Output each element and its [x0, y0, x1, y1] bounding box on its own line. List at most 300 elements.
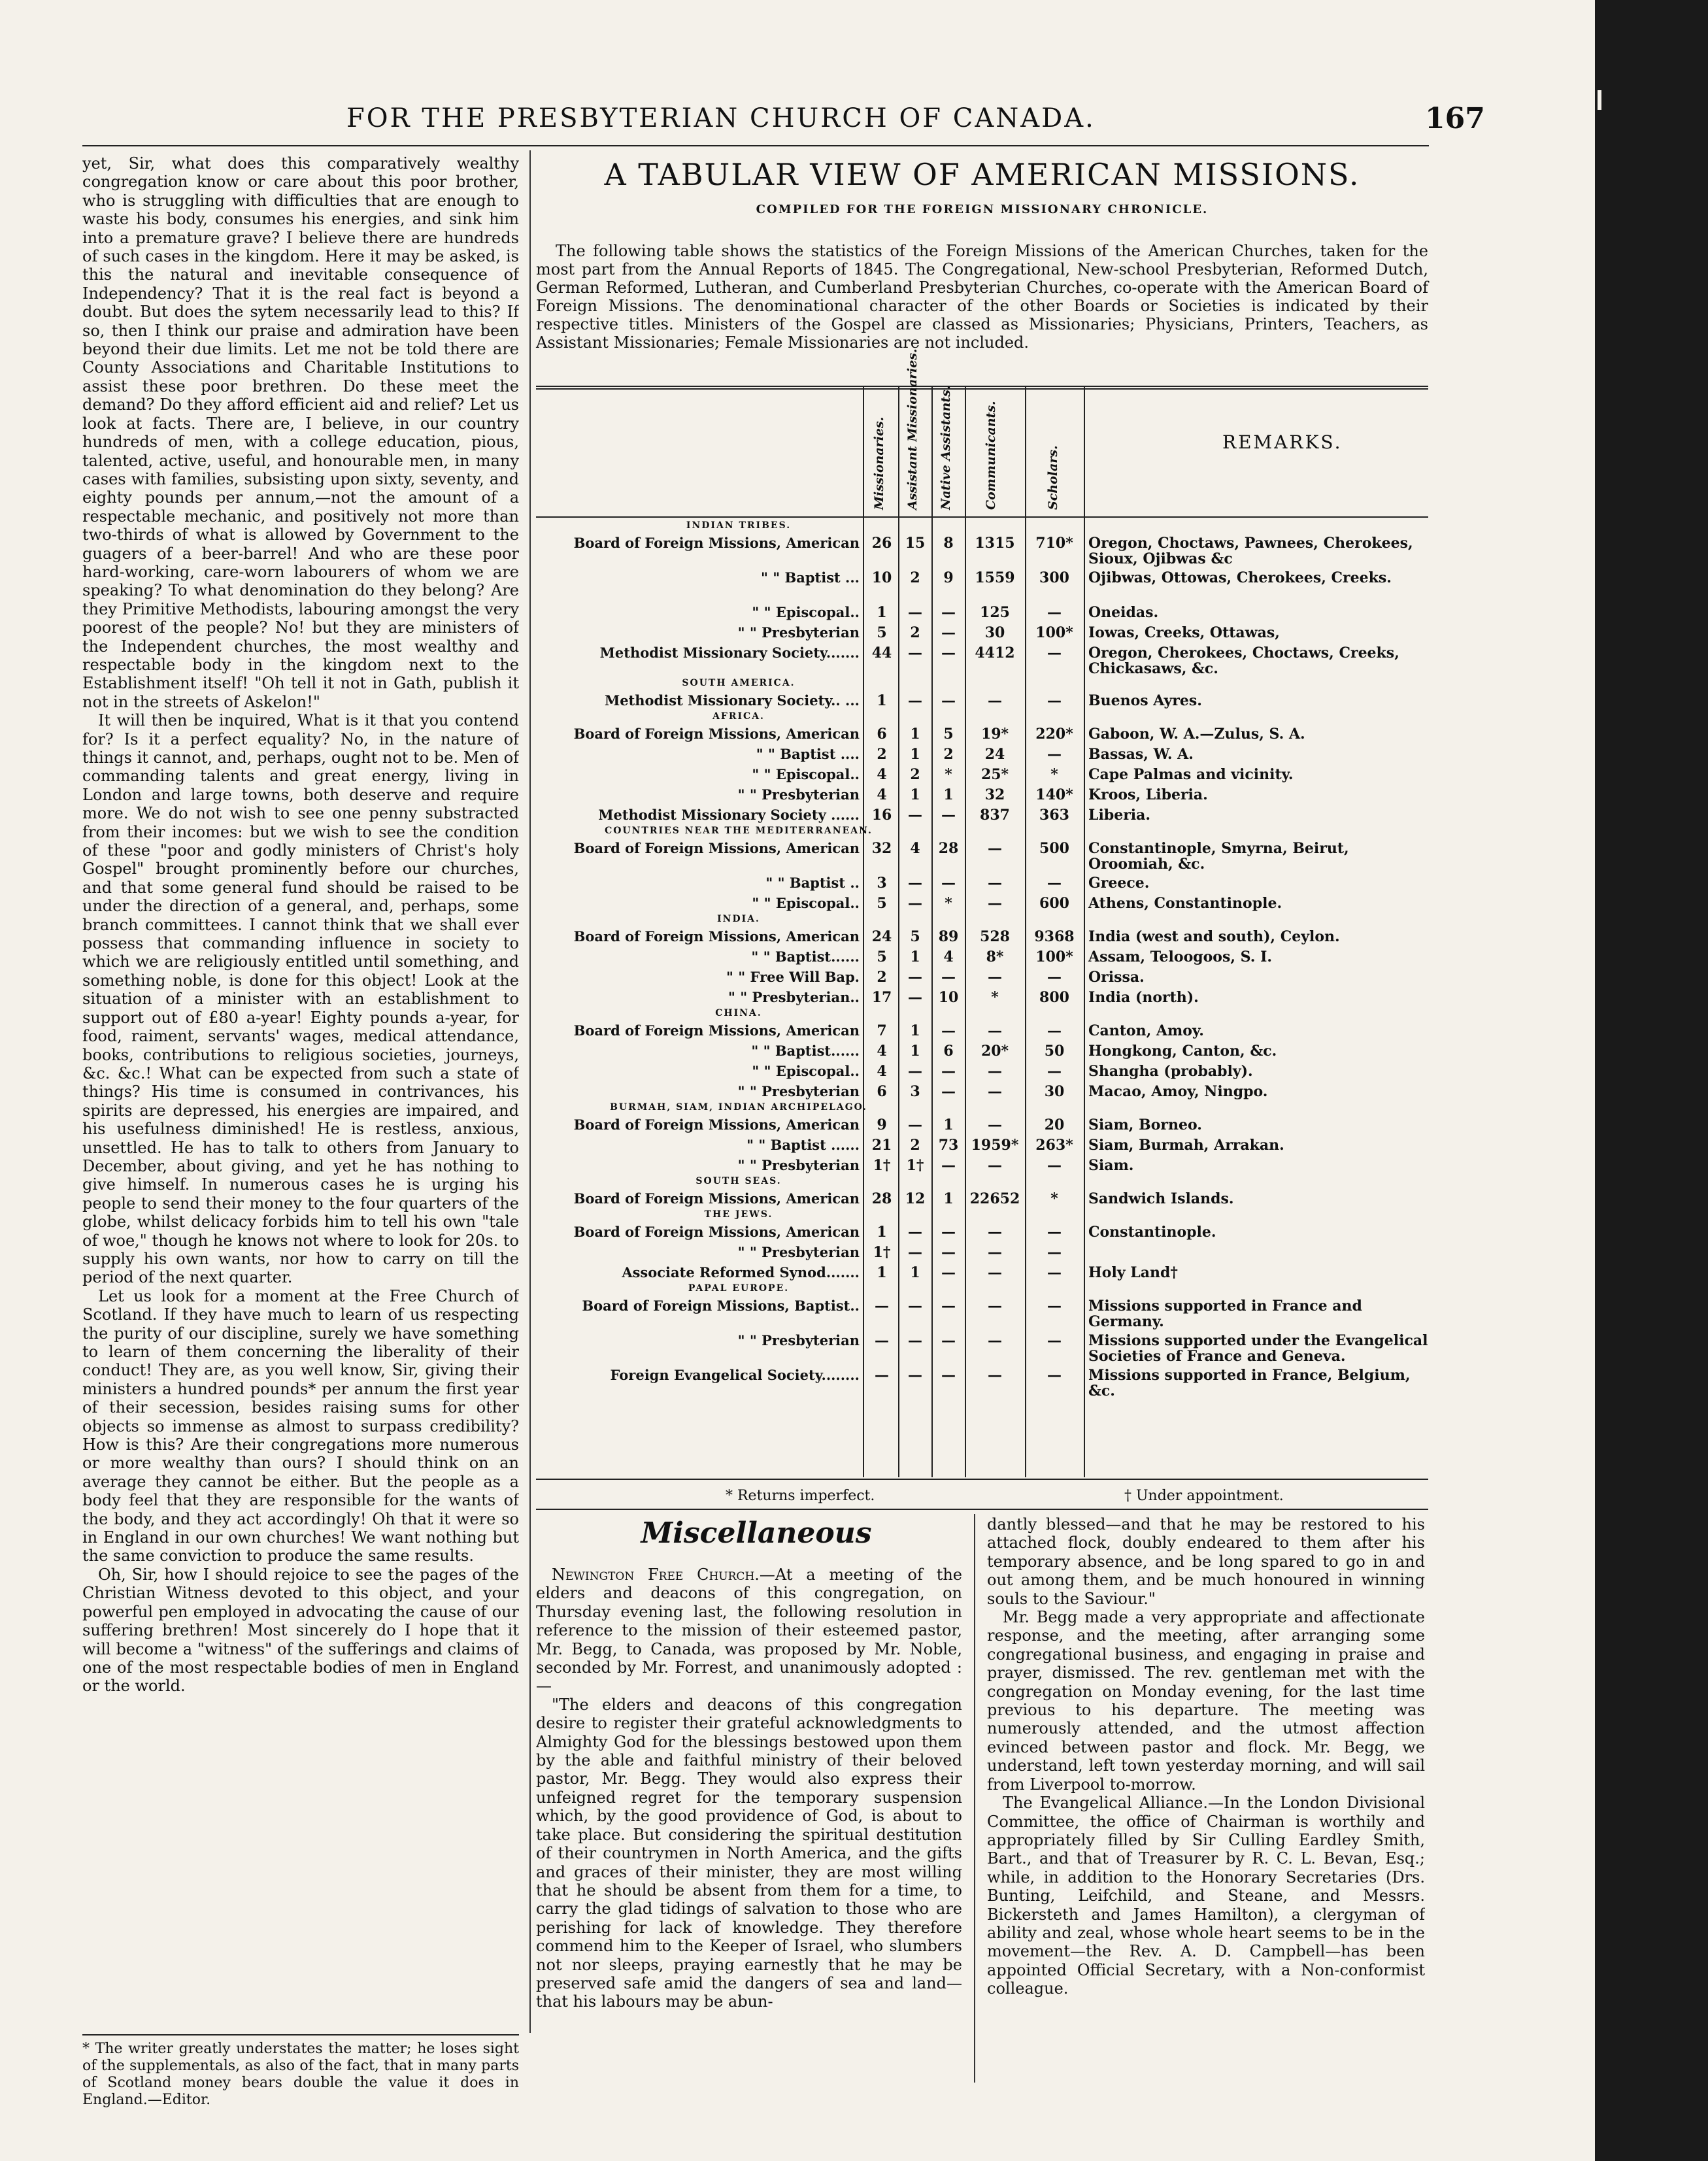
row-society-name: Foreign Evangelical Society........	[610, 1367, 860, 1383]
cell-assistant-missionaries: 2	[910, 569, 920, 586]
cell-assistant-missionaries: —	[908, 969, 922, 986]
table-intro	[536, 242, 1428, 352]
table-row	[536, 1135, 1428, 1155]
cell-native-assistants: —	[941, 969, 956, 986]
cell-assistant-missionaries: 3	[910, 1083, 920, 1100]
row-society-name: Methodist Missionary Society.......	[599, 645, 860, 661]
cell-assistant-missionaries: —	[908, 604, 922, 621]
cell-scholars: 363	[1039, 807, 1069, 824]
table-row	[536, 1082, 1428, 1101]
cell-scholars: 220*	[1035, 726, 1073, 743]
cell-remarks: India (west and south), Ceylon.	[1088, 928, 1340, 945]
cell-remarks: Missions supported under the Evangelical Societies of France and Geneva.	[1088, 1332, 1428, 1365]
table-row	[536, 1263, 1428, 1282]
col-header-scholars: Scholars.	[1046, 445, 1060, 510]
cell-communicants: —	[988, 1157, 1002, 1174]
cell-communicants: —	[988, 692, 1002, 709]
cell-assistant-missionaries: —	[908, 692, 922, 709]
cell-assistant-missionaries: —	[908, 1332, 922, 1349]
cell-remarks: Oneidas.	[1088, 604, 1159, 621]
cell-communicants: 1959*	[971, 1137, 1019, 1154]
row-society-name: " " Presbyterian	[737, 624, 860, 641]
cell-missionaries: 21	[871, 1137, 892, 1154]
cell-native-assistants: 8	[943, 535, 954, 552]
cell-assistant-missionaries: 12	[905, 1190, 926, 1207]
cell-assistant-missionaries: —	[908, 875, 922, 892]
col-header-communicants: Communicants.	[984, 401, 998, 510]
col-header-assistant-missionaries: Assistant Missionaries.	[905, 348, 920, 510]
table-row	[536, 603, 1428, 622]
cell-scholars: 50	[1044, 1043, 1065, 1060]
cell-communicants: 20*	[980, 1043, 1009, 1060]
cell-remarks: Holy Land†	[1088, 1264, 1178, 1281]
cell-missionaries: 24	[871, 928, 892, 945]
cell-remarks: Siam.	[1088, 1157, 1134, 1174]
cell-native-assistants: —	[941, 807, 956, 824]
intro-paragraph: The following table shows the statistics of the Foreign Missions of the American Churches, taken for the most part from the Annual Reports of 1845. The Congregational, New-school Presbyterian, Reformed Dutch, German Reformed, Lutheran, and Cumberland Presbyterian Churches, co-operate with the American Board of Foreign Missions. The denominational character of the other Boards or Societies is indicated by their respective titles. Ministers of the Gospel are classed as Missionaries; Physicians, Printers, Teachers, as Assistant Missionaries; Female Missionaries are not included.	[536, 242, 1428, 352]
cell-assistant-missionaries: —	[908, 807, 922, 824]
row-society-name: Associate Reformed Synod.......	[622, 1264, 860, 1281]
cell-assistant-missionaries: 4	[910, 840, 920, 857]
table-row	[536, 894, 1428, 913]
cell-communicants: 24	[984, 746, 1005, 763]
cell-remarks: India (north).	[1088, 989, 1199, 1006]
table-head-rule	[536, 516, 1428, 518]
table-title: A TABULAR VIEW OF AMERICAN MISSIONS.	[604, 157, 1360, 192]
left-paragraph: Let us look for a moment at the Free Church of Scotland. If they have much to learn of us respecting the purity of our discipline, surely we have something to learn of them concerning the liberality of their conduct! They are, as you well know, Sir, giving their ministers a hundred pounds* per annum the first year of their secession, besides raising sums for other objects so immense as almost to surpass credibility? How is this? Are their congregations more numerous or more wealthy than ours? I should think on an average they cannot be either. But the people as a body feel that they are responsible for the wants of the body, and they act accordingly! Oh that it were so in England in our own churches! We want nothing but the same conviction to produce the same results.	[82, 1286, 519, 1566]
cell-native-assistants: —	[941, 1083, 956, 1100]
right-column	[987, 1515, 1425, 2071]
cell-native-assistants: —	[941, 1244, 956, 1261]
misc-paragraph: dantly blessed—and that he may be restored to his attached flock, doubly endeared to them after his temporary absence, and be long spared to go in and out among them, and be much honoured in winning souls to the Saviour."	[987, 1515, 1425, 1608]
table-row	[536, 988, 1428, 1007]
cell-scholars: —	[1047, 746, 1062, 763]
cell-native-assistants: —	[941, 1332, 956, 1349]
row-society-name: " " Baptist......	[751, 1043, 860, 1059]
table-row	[536, 568, 1428, 588]
table-bottom-rule	[536, 1479, 1428, 1480]
running-title: FOR THE PRESBYTERIAN CHURCH OF CANADA.	[346, 103, 1096, 133]
cell-remarks: Iowas, Creeks, Ottawas,	[1088, 624, 1280, 641]
cell-assistant-missionaries: —	[908, 989, 922, 1006]
cell-remarks: Bassas, W. A.	[1088, 746, 1194, 763]
cell-assistant-missionaries: —	[908, 1367, 922, 1384]
cell-missionaries: 7	[877, 1022, 887, 1039]
cell-assistant-missionaries: 2	[910, 624, 920, 641]
cell-assistant-missionaries: 5	[910, 928, 920, 945]
note-returns: * Returns imperfect.	[726, 1488, 875, 1504]
cell-scholars: *	[1050, 766, 1058, 783]
table-row	[536, 1156, 1428, 1175]
cell-missionaries: 10	[871, 569, 892, 586]
row-society-name: " " Presbyterian	[737, 1157, 860, 1173]
misc-paragraph	[536, 1566, 962, 1696]
cell-communicants: 837	[980, 807, 1010, 824]
cell-scholars: —	[1047, 1157, 1062, 1174]
col-header-remarks: REMARKS.	[1222, 431, 1343, 453]
cell-scholars: —	[1047, 875, 1062, 892]
cell-assistant-missionaries: 1	[910, 726, 920, 743]
cell-native-assistants: —	[941, 624, 956, 641]
cell-remarks: Ojibwas, Ottowas, Cherokees, Creeks.	[1088, 569, 1392, 586]
cell-missionaries: 16	[871, 807, 892, 824]
table-row	[536, 873, 1428, 893]
cell-communicants: —	[988, 1298, 1002, 1315]
cell-communicants: 4412	[975, 645, 1015, 662]
row-society-name: Board of Foreign Missions, American	[573, 1022, 860, 1039]
cell-communicants: *	[991, 989, 999, 1006]
table-row	[536, 1021, 1428, 1041]
table-row	[536, 805, 1428, 825]
cell-communicants: 19*	[980, 726, 1009, 743]
cell-scholars: 300	[1039, 569, 1069, 586]
left-paragraph: It will then be inquired, What is it that you contend for? Is it a perfect equality? No, in the nature of things it cannot, and, perhaps, ought not to be. Men of commanding talents and great energy, living in London and large towns, both deserve and require more. We do not wish to see one penny substracted from their incomes: but we wish to see the condition of these "poor and godly ministers of Christ's holy Gospel" brought prominently before our churches, and that some general fund should be raised to be under the direction of a general, and, perhaps, some branch committees. I cannot think that we shall ever possess that commanding influence in society to which we are religiously entitled until something, and something noble, is done for this object! Look at the situation of a minister with an establishment to support out of £80 a-year! Eighty pounds a-year, for food, raiment, servants' wages, medical attendance, books, contributions to religious societies, journeys, &c. &c.! What can be expected from such a state of things? His time is consumed in contrivances, his spirits are depressed, his energies are impaired, and his usefulness diminished! He is restless, anxious, unsettled. He has to talk to others from January to December, about giving, and yet he has nothing to give himself. In numerous cases he is urging his people to send their money to the four quarters of the globe, whilst delicacy forbids him to tell his own "tale of woe," though he knows not where to look for 20s. to supply his own wants, nor how to carry on till the period of the next quarter.	[82, 711, 519, 1287]
row-society-name: " " Baptist ......	[746, 1137, 860, 1153]
table-row	[536, 765, 1428, 784]
left-column	[82, 154, 519, 2030]
cell-remarks: Gaboon, W. A.—Zulus, S. A.	[1088, 726, 1305, 743]
cell-assistant-missionaries: 1	[910, 1022, 920, 1039]
table-row	[536, 623, 1428, 643]
cell-missionaries: 6	[877, 726, 887, 743]
cell-remarks: Cape Palmas and vicinity.	[1088, 766, 1294, 783]
cell-scholars: 20	[1044, 1116, 1065, 1133]
table-row	[536, 1222, 1428, 1242]
row-society-name: Board of Foreign Missions, American	[573, 535, 860, 551]
cell-native-assistants: —	[941, 1298, 956, 1315]
table-row	[536, 724, 1428, 744]
cell-missionaries: 9	[877, 1116, 887, 1133]
cell-communicants: —	[988, 895, 1002, 912]
cell-scholars: 140*	[1035, 786, 1073, 803]
cell-missionaries: —	[875, 1332, 889, 1349]
cell-scholars: —	[1047, 1224, 1062, 1241]
cell-communicants: —	[988, 1224, 1002, 1241]
row-society-name: " " Free Will Bap.	[726, 969, 860, 985]
cell-native-assistants: 28	[938, 840, 959, 857]
cell-missionaries: 4	[877, 786, 887, 803]
cell-communicants: 1315	[975, 535, 1015, 552]
table-section-label: INDIAN TRIBES.	[686, 520, 792, 531]
cell-remarks: Constantinople.	[1088, 1224, 1216, 1241]
cell-missionaries: 5	[877, 895, 887, 912]
missions-table	[536, 348, 1428, 1484]
cell-native-assistants: 10	[938, 989, 959, 1006]
cell-missionaries: 2	[877, 969, 887, 986]
cell-assistant-missionaries: 2	[910, 1137, 920, 1154]
table-row	[536, 839, 1428, 873]
table-row	[536, 1296, 1428, 1330]
cell-missionaries: 4	[877, 766, 887, 783]
cell-communicants: 30	[984, 624, 1005, 641]
cell-missionaries: 1	[877, 1264, 887, 1281]
table-section-label: INDIA.	[717, 914, 760, 924]
misc-paragraph: "The elders and deacons of this congregation desire to register their grateful acknowledgments to Almighty God for the blessings bestowed upon them by the able and faithful ministry of their beloved pastor, Mr. Begg. They would also express their unfeigned regret for the temporary suspension which, by the good providence of God, is about to take place. But considering the spiritual destitution of their countrymen in North America, and the gifts and graces of their minister, they are most willing that he should be absent from them for a time, to carry the glad tidings of salvation to those who are perishing for lack of knowledge. They therefore commend him to the Keeper of Israel, who slumbers not nor sleeps, praying earnestly that he may be preserved safe amid the dangers of sea and land—that his labours may be abun-	[536, 1695, 962, 2011]
cell-native-assistants: —	[941, 645, 956, 662]
cell-native-assistants: —	[941, 1264, 956, 1281]
cell-scholars: —	[1047, 1022, 1062, 1039]
cell-remarks: Siam, Burmah, Arrakan.	[1088, 1137, 1284, 1154]
table-row	[536, 643, 1428, 677]
cell-assistant-missionaries: 2	[910, 766, 920, 783]
cell-scholars: —	[1047, 1244, 1062, 1261]
cell-missionaries: 44	[871, 645, 892, 662]
cell-missionaries: 1†	[873, 1157, 891, 1174]
scan-edge	[1595, 0, 1708, 2161]
cell-scholars: 600	[1039, 895, 1069, 912]
scan-edge-mark	[1598, 90, 1601, 110]
column-divider	[974, 1514, 975, 2083]
cell-scholars: 30	[1044, 1083, 1065, 1100]
table-row	[536, 745, 1428, 764]
row-society-name: " " Episcopal..	[752, 766, 860, 782]
cell-native-assistants: —	[941, 875, 956, 892]
table-notes	[536, 1488, 1428, 1507]
row-society-name: " " Episcopal..	[752, 1063, 860, 1079]
cell-native-assistants: 89	[938, 928, 959, 945]
table-row	[536, 691, 1428, 711]
cell-communicants: 528	[980, 928, 1010, 945]
cell-scholars: —	[1047, 1367, 1062, 1384]
header-rule	[82, 145, 1429, 146]
misc-paragraph: The Evangelical Alliance.—In the London Divisional Committee, the office of Chairman is worthily and appropriately filled by Sir Culling Eardley Smith, Bart., and that of Treasurer by R. C. L. Bevan, Esq.; while, in addition to the Honorary Secretaries (Drs. Bunting, Leifchild, and Steane, and Messrs. Bickersteth and James Hamilton), a clergyman of ability and zeal, whose whole heart seems to be in the movement—the Rev. A. D. Campbell—has been appointed Official Secretary, with a Non-conformist colleague.	[987, 1794, 1425, 1998]
row-society-name: Board of Foreign Missions, Baptist..	[582, 1298, 860, 1314]
cell-scholars: 710*	[1035, 535, 1073, 552]
cell-remarks: Assam, Teloogoos, S. I.	[1088, 948, 1273, 965]
cell-assistant-missionaries: 15	[905, 535, 926, 552]
cell-native-assistants: —	[941, 1157, 956, 1174]
cell-assistant-missionaries: —	[908, 1063, 922, 1080]
cell-native-assistants: 1	[943, 1190, 954, 1207]
col-header-missionaries: Missionaries.	[872, 416, 886, 510]
cell-scholars: —	[1047, 1332, 1062, 1349]
cell-missionaries: 1	[877, 604, 887, 621]
misc-paragraph-text: —At a meeting of the elders and deacons of this congregation, on Thursday evening last, the following resolution in reference to the mission of their esteemed pastor, Mr. Begg, to Canada, was proposed by Mr. Noble, seconded by Mr. Forrest, and unanimously adopted :—	[536, 1566, 962, 1696]
cell-assistant-missionaries: 1	[910, 1043, 920, 1060]
cell-native-assistants: —	[941, 692, 956, 709]
notes-rule	[536, 1509, 1428, 1510]
cell-missionaries: 32	[871, 840, 892, 857]
cell-native-assistants: 2	[943, 746, 954, 763]
cell-native-assistants: *	[945, 895, 952, 912]
cell-assistant-missionaries: 1	[910, 1264, 920, 1281]
cell-scholars: —	[1047, 1264, 1062, 1281]
cell-communicants: 1559	[975, 569, 1015, 586]
cell-scholars: 800	[1039, 989, 1069, 1006]
table-row	[536, 927, 1428, 946]
cell-missionaries: 17	[871, 989, 892, 1006]
cell-native-assistants: 5	[943, 726, 954, 743]
cell-scholars: —	[1047, 645, 1062, 662]
cell-missionaries: 2	[877, 746, 887, 763]
table-row	[536, 947, 1428, 967]
table-row	[536, 533, 1428, 567]
cell-communicants: 22652	[969, 1190, 1020, 1207]
cell-missionaries: 1†	[873, 1244, 891, 1261]
cell-missionaries: 4	[877, 1043, 887, 1060]
left-paragraph: Oh, Sir, how I should rejoice to see the pages of the Christian Witness devoted to this object, and your powerful pen employed in advocating the cause of our suffering brethren! Most sincerely do I hope that it will become a "witness" of the sufferings and claims of one of the most respectable bodies of men in England or the world.	[82, 1565, 519, 1696]
footnote: * The writer greatly understates the matter; he loses sight of the supplementals, as also of the fact, that in many parts of Scotland money bears double the value it does in England.—Editor.	[82, 2034, 519, 2109]
cell-remarks: Hongkong, Canton, &c.	[1088, 1043, 1277, 1060]
cell-assistant-missionaries: 1	[910, 786, 920, 803]
cell-assistant-missionaries: 1†	[906, 1157, 924, 1174]
cell-assistant-missionaries: —	[908, 1244, 922, 1261]
row-society-name: " " Presbyterian	[737, 1332, 860, 1349]
cell-missionaries: —	[875, 1367, 889, 1384]
cell-missionaries: 1	[877, 1224, 887, 1241]
table-section-label: SOUTH AMERICA.	[682, 678, 795, 688]
cell-communicants: 125	[980, 604, 1010, 621]
cell-scholars: —	[1047, 1298, 1062, 1315]
cell-native-assistants: —	[941, 1022, 956, 1039]
cell-remarks: Greece.	[1088, 875, 1150, 892]
row-society-name: Board of Foreign Missions, American	[573, 840, 860, 856]
row-society-name: Board of Foreign Missions, American	[573, 1116, 860, 1133]
cell-communicants: 25*	[980, 766, 1009, 783]
cell-communicants: —	[988, 875, 1002, 892]
running-header	[346, 97, 1485, 142]
cell-communicants: —	[988, 1116, 1002, 1133]
cell-remarks: Buenos Ayres.	[1088, 692, 1202, 709]
table-row	[536, 1115, 1428, 1135]
table-top-rule	[536, 386, 1428, 387]
cell-assistant-missionaries: 1	[910, 948, 920, 965]
cell-native-assistants: 6	[943, 1043, 954, 1060]
cell-scholars: *	[1050, 1190, 1058, 1207]
cell-remarks: Kroos, Liberia.	[1088, 786, 1208, 803]
row-society-name: " " Presbyterian..	[728, 989, 860, 1005]
cell-scholars: 500	[1039, 840, 1069, 857]
row-society-name: " " Baptist ....	[756, 746, 860, 762]
row-society-name: Methodist Missionary Society ......	[598, 807, 860, 823]
row-society-name: " " Episcopal..	[752, 895, 860, 911]
cell-communicants: 8*	[986, 948, 1004, 965]
table-subtitle: COMPILED FOR THE FOREIGN MISSIONARY CHRONICLE.	[756, 203, 1209, 216]
cell-remarks: Missions supported in France and Germany.	[1088, 1298, 1362, 1330]
cell-remarks: Athens, Constantinople.	[1088, 895, 1282, 912]
cell-remarks: Canton, Amoy.	[1088, 1022, 1204, 1039]
cell-communicants: —	[988, 1022, 1002, 1039]
table-row	[536, 967, 1428, 987]
cell-remarks: Shangha (probably).	[1088, 1063, 1253, 1080]
row-society-name: " " Presbyterian	[737, 1244, 860, 1260]
col-header-native-assistants: Native Assistants.	[939, 385, 953, 510]
row-society-name: " " Baptist ..	[765, 875, 860, 891]
cell-missionaries: 5	[877, 948, 887, 965]
misc-paragraph: Mr. Begg made a very appropriate and affectionate response, and the meeting, after arranging some congregational business, and engaging in praise and prayer, dismissed. The rev. gentleman met with the congregation on Monday evening, for the last time previous to his departure. The meeting was numerously attended, and the utmost affection evinced between pastor and flock. Mr. Begg, we understand, left town yesterday morning, and will sail from Liverpool to-morrow.	[987, 1608, 1425, 1794]
cell-native-assistants: 9	[943, 569, 954, 586]
cell-communicants: —	[988, 1264, 1002, 1281]
cell-native-assistants: —	[941, 1063, 956, 1080]
table-row	[536, 785, 1428, 805]
row-society-name: Board of Foreign Missions, American	[573, 928, 860, 945]
table-row	[536, 1189, 1428, 1209]
cell-scholars: —	[1047, 692, 1062, 709]
cell-scholars: 100*	[1035, 948, 1073, 965]
cell-missionaries: 4	[877, 1063, 887, 1080]
cell-missionaries: 28	[871, 1190, 892, 1207]
cell-remarks: Oregon, Cherokees, Choctaws, Creeks, Chickasaws, &c.	[1088, 645, 1399, 677]
cell-missionaries: 6	[877, 1083, 887, 1100]
cell-native-assistants: —	[941, 1367, 956, 1384]
cell-assistant-missionaries: —	[908, 895, 922, 912]
cell-scholars: 100*	[1035, 624, 1073, 641]
cell-missionaries: —	[875, 1298, 889, 1315]
cell-remarks: Missions supported in France, Belgium, &c.	[1088, 1367, 1411, 1399]
cell-native-assistants: 4	[943, 948, 954, 965]
table-row	[536, 1041, 1428, 1061]
table-row	[536, 1365, 1428, 1399]
cell-assistant-missionaries: —	[908, 1298, 922, 1315]
cell-remarks: Siam, Borneo.	[1088, 1116, 1202, 1133]
cell-native-assistants: —	[941, 604, 956, 621]
cell-communicants: —	[988, 1083, 1002, 1100]
cell-communicants: —	[988, 840, 1002, 857]
table-section-label: BURMAH, SIAM, INDIAN ARCHIPELAGO.	[610, 1102, 867, 1113]
cell-native-assistants: 1	[943, 1116, 954, 1133]
middle-column	[536, 1566, 962, 2069]
table-section-label: AFRICA.	[712, 711, 765, 722]
cell-remarks: Sandwich Islands.	[1088, 1190, 1234, 1207]
row-society-name: Board of Foreign Missions, American	[573, 1224, 860, 1240]
table-section-label: COUNTRIES NEAR THE MEDITERRANEAN.	[605, 826, 873, 836]
table-section-label: PAPAL EUROPE.	[688, 1283, 790, 1294]
page-number: 167	[1425, 102, 1485, 135]
row-society-name: " " Episcopal..	[752, 604, 860, 620]
cell-missionaries: 1	[877, 692, 887, 709]
table-section-label: THE JEWS.	[704, 1209, 773, 1220]
cell-communicants: —	[988, 1367, 1002, 1384]
cell-scholars: —	[1047, 1063, 1062, 1080]
row-society-name: Board of Foreign Missions, American	[573, 1190, 860, 1207]
row-society-name: " " Presbyterian	[737, 786, 860, 803]
cell-communicants: —	[988, 969, 1002, 986]
cell-native-assistants: —	[941, 1224, 956, 1241]
cell-scholars: 9368	[1034, 928, 1075, 945]
cell-native-assistants: *	[945, 766, 952, 783]
cell-native-assistants: 73	[938, 1137, 959, 1154]
cell-remarks: Liberia.	[1088, 807, 1151, 824]
table-section-label: SOUTH SEAS.	[695, 1176, 782, 1186]
cell-remarks: Oregon, Choctaws, Pawnees, Cherokees, Sioux, Ojibwas &c	[1088, 535, 1413, 567]
cell-remarks: Macao, Amoy, Ningpo.	[1088, 1083, 1268, 1100]
table-row	[536, 1243, 1428, 1262]
cell-missionaries: 26	[871, 535, 892, 552]
cell-communicants: —	[988, 1244, 1002, 1261]
cell-assistant-missionaries: 1	[910, 746, 920, 763]
row-society-name: Board of Foreign Missions, American	[573, 726, 860, 742]
cell-communicants: —	[988, 1063, 1002, 1080]
table-section-label: CHINA.	[715, 1008, 762, 1018]
row-society-name: " " Baptist ...	[761, 569, 860, 586]
row-society-name: Methodist Missionary Society.. ...	[604, 692, 860, 709]
column-divider	[529, 150, 531, 2033]
miscellaneous-title: Miscellaneous	[641, 1516, 872, 1550]
cell-assistant-missionaries: —	[908, 1116, 922, 1133]
left-paragraph: yet, Sir, what does this comparatively wealthy congregation know or care about this poor brother, who is struggling with difficulties that are enough to waste his body, consumes his energies, and sink him into a premature grave? I believe there are hundreds of such cases in the kingdom. Here it may be asked, is this the natural and inevitable consequence of Independency? That it is the real fact is beyond a doubt. But does the sytem necessarily lead to this? If so, then I think our praise and admiration have been beyond their due limits. Let me not be told there are County Associations and Charitable Institutions to assist these poor brethren. Do these meet the demand? Do they afford efficient aid and relief? Let us look at facts. There are, I believe, in our country hundreds of men, with a college education, pious, talented, active, useful, and honourable men, in many cases with families, subsisting upon sixty, seventy, and eighty pounds per annum,—not the amount of a respectable mechanic, and positively not more than two-thirds of what is allowed by Government to the guagers of a beer-barrel! And who are these poor hard-working, care-worn labourers of whom we are speaking? To what denomination do they belong? Are they Primitive Methodists, labouring amongst the very poorest of the people? No! but they are ministers of the Independent churches, the most wealthy and respectable body in the kingdom next to the Establishment itself! "Oh tell it not in Gath, publish it not in the streets of Askelon!"	[82, 154, 519, 711]
cell-remarks: Orissa.	[1088, 969, 1145, 986]
cell-assistant-missionaries: —	[908, 1224, 922, 1241]
note-appointment: † Under appointment.	[1124, 1488, 1284, 1504]
cell-scholars: —	[1047, 969, 1062, 986]
misc-lead-in: Newington Free Church.	[552, 1566, 760, 1584]
cell-native-assistants: 1	[943, 786, 954, 803]
cell-scholars: 263*	[1035, 1137, 1073, 1154]
cell-missionaries: 5	[877, 624, 887, 641]
table-top-rule-2	[536, 388, 1428, 390]
table-row	[536, 1062, 1428, 1081]
row-society-name: " " Baptist......	[751, 948, 860, 965]
